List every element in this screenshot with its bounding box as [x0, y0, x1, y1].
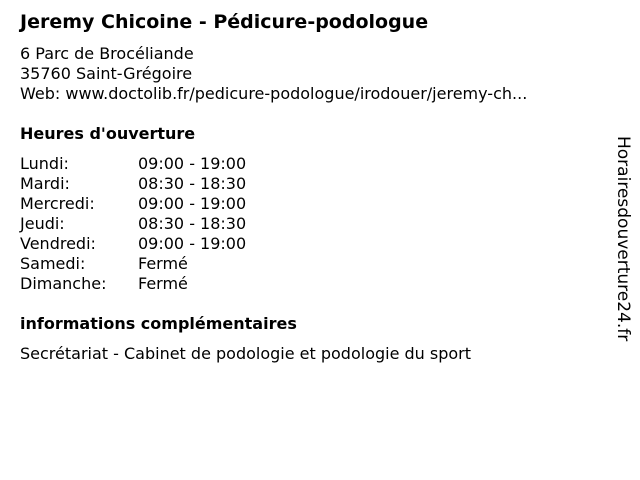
hours-value: Fermé — [138, 274, 188, 293]
hours-value: 08:30 - 18:30 — [138, 174, 247, 193]
day-label: Vendredi: — [20, 234, 96, 253]
hours-row-sunday — [20, 274, 320, 294]
website-link[interactable]: Web: www.doctolib.fr/pedicure-podologue/irodouer/jeremy-ch... — [20, 84, 528, 103]
hours-value: 08:30 - 18:30 — [138, 214, 247, 233]
day-label: Dimanche: — [20, 274, 107, 293]
day-label: Samedi: — [20, 254, 86, 273]
day-label: Lundi: — [20, 154, 69, 173]
additional-info-heading: informations complémentaires — [20, 314, 297, 333]
hours-row-tuesday — [20, 174, 320, 194]
hours-row-monday — [20, 154, 320, 174]
hours-value: Fermé — [138, 254, 188, 273]
site-watermark: Horairesdouverture24.fr — [613, 136, 633, 342]
opening-hours-table — [20, 154, 320, 294]
hours-row-friday — [20, 234, 320, 254]
page-title: Jeremy Chicoine - Pédicure-podologue — [20, 11, 429, 33]
opening-hours-heading: Heures d'ouverture — [20, 124, 196, 143]
hours-row-saturday — [20, 254, 320, 274]
address-city: 35760 Saint-Grégoire — [20, 64, 193, 83]
hours-row-thursday — [20, 214, 320, 234]
hours-value: 09:00 - 19:00 — [138, 194, 247, 213]
day-label: Mardi: — [20, 174, 70, 193]
additional-info-text: Secrétariat - Cabinet de podologie et podologie du sport — [20, 344, 472, 363]
day-label: Mercredi: — [20, 194, 95, 213]
day-label: Jeudi: — [20, 214, 65, 233]
address-street: 6 Parc de Brocéliande — [20, 44, 194, 63]
address-block — [20, 44, 527, 104]
hours-value: 09:00 - 19:00 — [138, 234, 247, 253]
hours-row-wednesday — [20, 194, 320, 214]
hours-value: 09:00 - 19:00 — [138, 154, 247, 173]
